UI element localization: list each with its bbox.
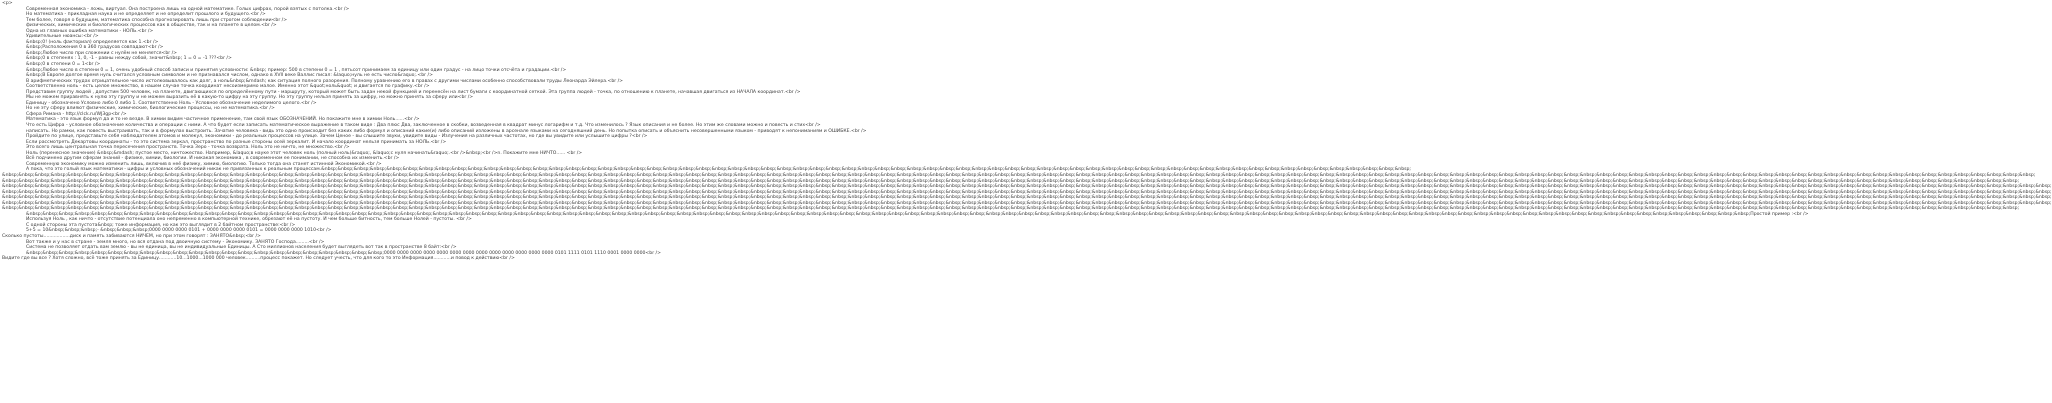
source-line: С одной стороны эта пустота&nbsp; тоже информация, но как это выглядит в 2 байтном пространстве:<br /> xyxy=(26,222,296,228)
source-line: Видите где вы все ? Хотя сложно, всё тоже принять за Единицу............10...1000...1000 000 человек..........процесс покажет. Но следует учесть, что для кого то это Информация............и повод к действию<br /> xyxy=(2,256,515,262)
source-line: А пока, что это голый язык математики - цифры и условных обозначений никак не привязанных к реальным процессам.&nbsp;&nbsp;&nbsp;&nbsp;&nbsp;&nbsp;&nbsp;&nbsp;&nbsp;&nbsp;&nbsp;&nbsp;&nbsp;&nbsp;&nbsp;&nbsp;&nbsp;&nbsp;&nbsp;&nbsp;&nbsp;&nbsp;&nbsp;&nbsp;&nbsp;&nbsp;&nbsp;&nbsp;&nbsp;&nbsp;&nbsp;&nbsp;&nbsp;&nbsp;&nbsp;&nbsp;&nbsp;&nbsp;&nbsp;&nbsp;&nbsp;&nbsp;&nbsp;&nbsp;&nbsp;&nbsp;&nbsp;&nbsp;&nbsp;&nbsp;&nbsp;&nbsp;&nbsp;&nbsp;&nbsp;&nbsp;&nbsp;&nbsp;&nbsp;&nbsp;&nbsp;&nbsp;&nbsp;&nbsp;&nbsp;&nbsp;&nbsp; xyxy=(26,167,1411,173)
source-line: Система не позволяет отдать вам землю - вы не единица, вы не индивидуальные Единицы. А Сто миллионов населения будет выглядеть вот так в пространстве 8 байт:<br /> xyxy=(26,245,457,251)
source-line: &nbsp;&nbsp;&nbsp;&nbsp;&nbsp;&nbsp;&nbsp;&nbsp;&nbsp;&nbsp;&nbsp;&nbsp;&nbsp;&nbsp;&nbsp;&nbsp;&nbsp;&nbsp;&nbsp;&nbsp;&nbsp;&nbsp;&nbsp;&nbsp;&nbsp;&nbsp;&nbsp;&nbsp;&nbsp;&nbsp;&nbsp;&nbsp;&nbsp;&nbsp;&nbsp;&nbsp;&nbsp;&nbsp;&nbsp;&nbsp;&nbsp;&nbsp;&nbsp;&nbsp;&nbsp;&nbsp;&nbsp;&nbsp;&nbsp;&nbsp;&nbsp;&nbsp;&nbsp;&nbsp;&nbsp;&nbsp;&nbsp;&nbsp;&nbsp;&nbsp;&nbsp;&nbsp;&nbsp;&nbsp;&nbsp;&nbsp;&nbsp;&nbsp;&nbsp;&nbsp;&nbsp;&nbsp;&nbsp;&nbsp;&nbsp;&nbsp;&nbsp;&nbsp;&nbsp;&nbsp;&nbsp;&nbsp;&nbsp;&nbsp;&nbsp;&nbsp;&nbsp;&nbsp;&nbsp;&nbsp;&nbsp;&nbsp;&nbsp;&nbsp;&nbsp;&nbsp;&nbsp;&nbsp;&nbsp;&nbsp;&nbsp;&nbsp;&nbsp;&nbsp;&nbsp;&nbsp;&nbsp;&nbsp;&nbsp;&nbsp;&nbsp;&nbsp;&nbsp;&nbsp;&nbsp;&nbsp;&nbsp;&nbsp;&nbsp;&nbsp;&nbsp;&nbsp;&nbsp;&nbsp;&nbsp; xyxy=(2,172,2036,178)
source-line: Мы не можем приравнять к нулю эту группу и не можем выразить её в какую-то цифру на эту группу. Но эту группу нельзя принять за цифру, но можно принять за сферу или<br /> xyxy=(26,95,474,101)
source-line: В арифметических трудах отрицательное число истолковывалось как долг, а ноль&nbsp;&mdash; как ситуация полного разорения. Полному уравнению его в правах с другими числами особенно способствовали труды Леонарда Эйлера.<br /> xyxy=(26,78,624,84)
source-line: Современная экономика - ложь, виртуал. Она построена лишь на одной математике. Голых цифрах, порой взятых с потолка.<br /> xyxy=(26,6,350,12)
source-line: Одна из главных ошибка математики - НОЛЬ.<br /> xyxy=(26,28,154,34)
source-line: Используя Ноль , как ничто - отсутствие потенциала оно непременно в компьютерной технике, обрезают её на пустоту. И чем больше битность, тем больше Нолей - пустоты. <br /> xyxy=(26,217,472,223)
source-line: Удивительные нюансы:<br /> xyxy=(26,34,99,40)
source-line: &nbsp;0! (ноль факториал) определяется как 1.<br /> xyxy=(26,39,159,45)
source-line: &nbsp;&nbsp;&nbsp;&nbsp;&nbsp;&nbsp;&nbsp;&nbsp;&nbsp;&nbsp;&nbsp;&nbsp;&nbsp;&nbsp;&nbsp;&nbsp;&nbsp;&nbsp;&nbsp;&nbsp;&nbsp;&nbsp;0000 0000 0000 0000 0000 0000 0000 0000 0000 0000 0000 0000 0000 0101 1111 0101 1110 0001 0000 0000<br /> xyxy=(26,250,661,256)
source-line: Сфера Римана - http://clck.ru/WJ3gp<br /> xyxy=(26,111,127,117)
source-line: &nbsp;&nbsp;&nbsp;&nbsp;&nbsp;&nbsp;&nbsp;&nbsp;&nbsp;&nbsp;&nbsp;&nbsp;&nbsp;&nbsp;&nbsp;&nbsp;&nbsp;&nbsp;&nbsp;&nbsp;&nbsp;&nbsp;&nbsp;&nbsp;&nbsp;&nbsp;&nbsp;&nbsp;&nbsp;&nbsp;&nbsp;&nbsp;&nbsp;&nbsp;&nbsp;&nbsp;&nbsp;&nbsp;&nbsp;&nbsp;&nbsp;&nbsp;&nbsp;&nbsp;&nbsp;&nbsp;&nbsp;&nbsp;&nbsp;&nbsp;&nbsp;&nbsp;&nbsp;&nbsp;&nbsp;&nbsp;&nbsp;&nbsp;&nbsp;&nbsp;&nbsp;&nbsp;&nbsp;&nbsp;&nbsp;&nbsp;&nbsp;&nbsp;&nbsp;&nbsp;&nbsp;&nbsp;&nbsp;&nbsp;&nbsp;&nbsp;&nbsp;&nbsp;&nbsp;&nbsp;&nbsp;&nbsp;&nbsp;&nbsp;&nbsp;&nbsp;&nbsp;&nbsp;&nbsp;&nbsp;&nbsp;&nbsp;&nbsp;&nbsp;&nbsp;&nbsp;&nbsp;&nbsp;&nbsp;&nbsp;&nbsp;&nbsp;&nbsp;&nbsp;&nbsp;&nbsp;&nbsp;&nbsp;&nbsp;&nbsp;&nbsp;&nbsp;&nbsp;&nbsp;&nbsp;&nbsp;&nbsp;&nbsp;&nbsp;&nbsp;&nbsp;&nbsp;&nbsp;&nbsp; xyxy=(2,206,2020,212)
source-line: &nbsp;&nbsp;&nbsp;&nbsp;&nbsp;&nbsp;&nbsp;&nbsp;&nbsp;&nbsp;&nbsp;&nbsp;&nbsp;&nbsp;&nbsp;&nbsp;&nbsp;&nbsp;&nbsp;&nbsp;&nbsp;&nbsp;&nbsp;&nbsp;&nbsp;&nbsp;&nbsp;&nbsp;&nbsp;&nbsp;&nbsp;&nbsp;&nbsp;&nbsp;&nbsp;&nbsp;&nbsp;&nbsp;&nbsp;&nbsp;&nbsp;&nbsp;&nbsp;&nbsp;&nbsp;&nbsp;&nbsp;&nbsp;&nbsp;&nbsp;&nbsp;&nbsp;&nbsp;&nbsp;&nbsp;&nbsp;&nbsp;&nbsp;&nbsp;&nbsp;&nbsp;&nbsp;&nbsp;&nbsp;&nbsp;&nbsp;&nbsp;&nbsp;&nbsp;&nbsp;&nbsp;&nbsp;&nbsp;&nbsp;&nbsp;&nbsp;&nbsp;&nbsp;&nbsp;&nbsp;&nbsp;&nbsp;&nbsp;&nbsp;&nbsp;&nbsp;&nbsp;&nbsp;&nbsp;&nbsp;&nbsp;&nbsp;&nbsp;&nbsp;&nbsp;&nbsp;&nbsp;&nbsp;&nbsp;&nbsp;&nbsp;&nbsp;&nbsp;&nbsp;&nbsp;&nbsp;Простой пример :<br /> xyxy=(26,211,1809,217)
source-line: Всё подчинено другим сферам знаний - физике, химии, биологии. И никакая экономика , в современном ее понимании, не способна их изменить.<br /> xyxy=(26,156,400,162)
source-line: Тем более, говоря о будущем, математика способна прогнозировать лишь при строгом соблюдении<br /> xyxy=(26,17,288,23)
source-line: &nbsp;&nbsp;&nbsp;&nbsp;&nbsp;&nbsp;&nbsp;&nbsp;&nbsp;&nbsp;&nbsp;&nbsp;&nbsp;&nbsp;&nbsp;&nbsp;&nbsp;&nbsp;&nbsp;&nbsp;&nbsp;&nbsp;&nbsp;&nbsp;&nbsp;&nbsp;&nbsp;&nbsp;&nbsp;&nbsp;&nbsp;&nbsp;&nbsp;&nbsp;&nbsp;&nbsp;&nbsp;&nbsp;&nbsp;&nbsp;&nbsp;&nbsp;&nbsp;&nbsp;&nbsp;&nbsp;&nbsp;&nbsp;&nbsp;&nbsp;&nbsp;&nbsp;&nbsp;&nbsp;&nbsp;&nbsp;&nbsp;&nbsp;&nbsp;&nbsp;&nbsp;&nbsp;&nbsp;&nbsp;&nbsp;&nbsp;&nbsp;&nbsp;&nbsp;&nbsp;&nbsp;&nbsp;&nbsp;&nbsp;&nbsp;&nbsp;&nbsp;&nbsp;&nbsp;&nbsp;&nbsp;&nbsp;&nbsp;&nbsp;&nbsp;&nbsp;&nbsp;&nbsp;&nbsp;&nbsp;&nbsp;&nbsp;&nbsp;&nbsp;&nbsp;&nbsp;&nbsp;&nbsp;&nbsp;&nbsp;&nbsp;&nbsp;&nbsp;&nbsp;&nbsp;&nbsp;&nbsp;&nbsp;&nbsp;&nbsp;&nbsp;&nbsp;&nbsp;&nbsp;&nbsp;&nbsp;&nbsp;&nbsp;&nbsp;&nbsp;&nbsp;&nbsp;&nbsp;&nbsp;&nbsp;&nbsp; xyxy=(2,189,2052,195)
source-line: написать. Но рамки, как повесть выстраивать, так и в формулах выстроить. Зачатие человека - видь это одно происходит без каких либо формул и описаний какие(и) либо описаний изложены в арсенале языками на сегодняшний день. Но попытка описать и объяснить несовершенными языком - приводят к непониманиям и ОШИБКЕ.<br /> xyxy=(26,128,867,134)
source-line: Но математика - прикладная наука и не определяет и не определит прошлого и будущего.<br /> xyxy=(26,12,266,18)
source-line: Сколько пустоты..................диск и память забиваются НИЧЕМ, но при этом говорят : ЗАНЯТО&nbsp;<br /> xyxy=(2,233,261,239)
source-line: Математика - это язык формул да и то не везде. В химии видим частичное применение, там свой язык ОБОЗНАЧЕНИЙ. Но покажите мне в химии Ноль......<br /> xyxy=(26,117,420,123)
source-line: &nbsp;&nbsp;&nbsp;&nbsp;&nbsp;&nbsp;&nbsp;&nbsp;&nbsp;&nbsp;&nbsp;&nbsp;&nbsp;&nbsp;&nbsp;&nbsp;&nbsp;&nbsp;&nbsp;&nbsp;&nbsp;&nbsp;&nbsp;&nbsp;&nbsp;&nbsp;&nbsp;&nbsp;&nbsp;&nbsp;&nbsp;&nbsp;&nbsp;&nbsp;&nbsp;&nbsp;&nbsp;&nbsp;&nbsp;&nbsp;&nbsp;&nbsp;&nbsp;&nbsp;&nbsp;&nbsp;&nbsp;&nbsp;&nbsp;&nbsp;&nbsp;&nbsp;&nbsp;&nbsp;&nbsp;&nbsp;&nbsp;&nbsp;&nbsp;&nbsp;&nbsp;&nbsp;&nbsp;&nbsp;&nbsp;&nbsp;&nbsp;&nbsp;&nbsp;&nbsp;&nbsp;&nbsp;&nbsp;&nbsp;&nbsp;&nbsp;&nbsp;&nbsp;&nbsp;&nbsp;&nbsp;&nbsp;&nbsp;&nbsp;&nbsp;&nbsp;&nbsp;&nbsp;&nbsp;&nbsp;&nbsp;&nbsp;&nbsp;&nbsp;&nbsp;&nbsp;&nbsp;&nbsp;&nbsp;&nbsp;&nbsp;&nbsp;&nbsp;&nbsp;&nbsp;&nbsp;&nbsp;&nbsp;&nbsp;&nbsp;&nbsp;&nbsp;&nbsp;&nbsp;&nbsp;&nbsp;&nbsp;&nbsp;&nbsp;&nbsp;&nbsp;&nbsp;&nbsp;&nbsp;&nbsp;&nbsp; xyxy=(2,200,2052,206)
source-line: Но не эту сферу влияют физические, химические, биологические процессы, но не математика.<br /> xyxy=(26,106,275,112)
source-line: физических, химических и биологических процессов как в обществе, так и на планете в целом.<br /> xyxy=(26,23,277,29)
opening-paragraph-tag: <p> xyxy=(2,1,13,6)
source-line: Это всего лишь центральная точка пересечения пространств. Точка Зеро - точка возврата. Ноль это не ничто, не множество.<br /> xyxy=(26,145,350,151)
source-line: &nbsp;0 в степенях : 1, 0, -1 - равны нежду собой, значит&nbsp; 1 = 0 = -1 ???<br /> xyxy=(26,56,232,62)
source-line: &nbsp;Любое число в степени 0 = 1, очень удобный способ записи и принятия условности: &nbsp; пример: 500 в степени 0 = 1 , пятьсот принимаем за единицу или один градус - на лицо точки отсчёта и градации.<br /> xyxy=(26,67,567,73)
source-line: &nbsp;0 в степени 0 = 1<br /> xyxy=(26,62,101,68)
source-line: Представим группу людей , допустим 500 человек, на планете, двигающихся по определённому пути - маршруту, который может быть задан некой функцией и перенесён на лист бумаги с координатной сеткой. Эта группа людей - точка, по отношению к планете, начавшая двигаться из НАЧАЛА координат.<br /> xyxy=(26,89,801,95)
source-line: &nbsp;В Европе долгое время нуль считался условным символом и не признавался числом, однако в XVII веке Валлис писал: &laquo;нуль не есть число&raquo;.<br /> xyxy=(26,73,433,79)
source-line: Соответственно ноль - есть целое множество, в нашем случае точка координат несоизмеримо малое. Именно этот &quot;ноль&quot; и двигается по графику.<br /> xyxy=(26,84,430,90)
source-line: &nbsp;&nbsp;&nbsp;&nbsp;&nbsp;&nbsp;&nbsp;&nbsp;&nbsp;&nbsp;&nbsp;&nbsp;&nbsp;&nbsp;&nbsp;&nbsp;&nbsp;&nbsp;&nbsp;&nbsp;&nbsp;&nbsp;&nbsp;&nbsp;&nbsp;&nbsp;&nbsp;&nbsp;&nbsp;&nbsp;&nbsp;&nbsp;&nbsp;&nbsp;&nbsp;&nbsp;&nbsp;&nbsp;&nbsp;&nbsp;&nbsp;&nbsp;&nbsp;&nbsp;&nbsp;&nbsp;&nbsp;&nbsp;&nbsp;&nbsp;&nbsp;&nbsp;&nbsp;&nbsp;&nbsp;&nbsp;&nbsp;&nbsp;&nbsp;&nbsp;&nbsp;&nbsp;&nbsp;&nbsp;&nbsp;&nbsp;&nbsp;&nbsp;&nbsp;&nbsp;&nbsp;&nbsp;&nbsp;&nbsp;&nbsp;&nbsp;&nbsp;&nbsp;&nbsp;&nbsp;&nbsp;&nbsp;&nbsp;&nbsp;&nbsp;&nbsp;&nbsp;&nbsp;&nbsp;&nbsp;&nbsp;&nbsp;&nbsp;&nbsp;&nbsp;&nbsp;&nbsp;&nbsp;&nbsp;&nbsp;&nbsp;&nbsp;&nbsp;&nbsp;&nbsp;&nbsp;&nbsp;&nbsp;&nbsp;&nbsp;&nbsp;&nbsp;&nbsp;&nbsp;&nbsp;&nbsp;&nbsp;&nbsp;&nbsp;&nbsp;&nbsp;&nbsp;&nbsp;&nbsp;&nbsp;&nbsp; xyxy=(2,184,2052,190)
source-line: Ноль (перенесное значение) &nbsp;&mdash; пустое место, ничтожество. Например, &laquo;в науке этот человек ноль (полный ноль)&raquo;, &laquo;с нуля начинать&raquo;.<br />&nbsp;<br />n. Покажите мне НИЧТО...... <br /> xyxy=(26,150,583,156)
source-line: &nbsp;Любое число при сложении с нулём не меняется<br /> xyxy=(26,50,178,56)
source-line: 5+5 = 10&nbsp;&nbsp;&nbsp;- &nbsp;&nbsp;&nbsp;0000 0000 0000 0101 + 0000 0000 0000 0101 = 0000 0000 0000 1010<br /> xyxy=(26,228,332,234)
source-line: Если рассмотреть Декартовы координаты - то это система зеркал, пространство по разные стороны осей зеркалит. И начало координат нельзя принимать за НОЛЬ.<br /> xyxy=(26,139,447,145)
source-line: &nbsp;Расположения 0 в 360 градусов совпадают<br /> xyxy=(26,45,164,51)
source-line: Единицу - обозначено Условно либо 0 либо 1. Соответственно Ноль - Условное обозначение неделимого целого.<br /> xyxy=(26,100,317,106)
source-line: &nbsp;&nbsp;&nbsp;&nbsp;&nbsp;&nbsp;&nbsp;&nbsp;&nbsp;&nbsp;&nbsp;&nbsp;&nbsp;&nbsp;&nbsp;&nbsp;&nbsp;&nbsp;&nbsp;&nbsp;&nbsp;&nbsp;&nbsp;&nbsp;&nbsp;&nbsp;&nbsp;&nbsp;&nbsp;&nbsp;&nbsp;&nbsp;&nbsp;&nbsp;&nbsp;&nbsp;&nbsp;&nbsp;&nbsp;&nbsp;&nbsp;&nbsp;&nbsp;&nbsp;&nbsp;&nbsp;&nbsp;&nbsp;&nbsp;&nbsp;&nbsp;&nbsp;&nbsp;&nbsp;&nbsp;&nbsp;&nbsp;&nbsp;&nbsp;&nbsp;&nbsp;&nbsp;&nbsp;&nbsp;&nbsp;&nbsp;&nbsp;&nbsp;&nbsp;&nbsp;&nbsp;&nbsp;&nbsp;&nbsp;&nbsp;&nbsp;&nbsp;&nbsp;&nbsp;&nbsp;&nbsp;&nbsp;&nbsp;&nbsp;&nbsp;&nbsp;&nbsp;&nbsp;&nbsp;&nbsp;&nbsp;&nbsp;&nbsp;&nbsp;&nbsp;&nbsp;&nbsp;&nbsp;&nbsp;&nbsp;&nbsp;&nbsp;&nbsp;&nbsp;&nbsp;&nbsp;&nbsp;&nbsp;&nbsp;&nbsp;&nbsp;&nbsp;&nbsp;&nbsp;&nbsp;&nbsp;&nbsp;&nbsp;&nbsp;&nbsp;&nbsp;&nbsp;&nbsp;&nbsp; xyxy=(2,178,2020,184)
source-line: Пройдите по улице, представьте себя наблюдателем атомов и молекул, экономики - до реальных процессов на улице. Зачем Ценое - вы слышите звуки, увидите виды - Излучения на различных частотах, но где вы увидите или услышите цифры ?<br /> xyxy=(26,134,648,140)
source-line: &nbsp;&nbsp;&nbsp;&nbsp;&nbsp;&nbsp;&nbsp;&nbsp;&nbsp;&nbsp;&nbsp;&nbsp;&nbsp;&nbsp;&nbsp;&nbsp;&nbsp;&nbsp;&nbsp;&nbsp;&nbsp;&nbsp;&nbsp;&nbsp;&nbsp;&nbsp;&nbsp;&nbsp;&nbsp;&nbsp;&nbsp;&nbsp;&nbsp;&nbsp;&nbsp;&nbsp;&nbsp;&nbsp;&nbsp;&nbsp;&nbsp;&nbsp;&nbsp;&nbsp;&nbsp;&nbsp;&nbsp;&nbsp;&nbsp;&nbsp;&nbsp;&nbsp;&nbsp;&nbsp;&nbsp;&nbsp;&nbsp;&nbsp;&nbsp;&nbsp;&nbsp;&nbsp;&nbsp;&nbsp;&nbsp;&nbsp;&nbsp;&nbsp;&nbsp;&nbsp;&nbsp;&nbsp;&nbsp;&nbsp;&nbsp;&nbsp;&nbsp;&nbsp;&nbsp;&nbsp;&nbsp;&nbsp;&nbsp;&nbsp;&nbsp;&nbsp;&nbsp;&nbsp;&nbsp;&nbsp;&nbsp;&nbsp;&nbsp;&nbsp;&nbsp;&nbsp;&nbsp;&nbsp;&nbsp;&nbsp;&nbsp;&nbsp;&nbsp;&nbsp;&nbsp;&nbsp;&nbsp;&nbsp;&nbsp;&nbsp;&nbsp;&nbsp;&nbsp;&nbsp;&nbsp;&nbsp;&nbsp;&nbsp;&nbsp;&nbsp;&nbsp;&nbsp;&nbsp;&nbsp;&nbsp;&nbsp; xyxy=(2,195,2052,201)
source-line: Что есть Цифра - условное обозначение количества и операции с ними. А что будет если записать математическое выражение в таком виде : Два плюс Два, заключенное в скобки, возведенная в квадрат минус логарифм и т.д. Что изменилось ? Язык описания и не более. Но этим же словами можно и повесть и стих<br /> xyxy=(26,123,821,129)
source-line: Современную экономику можно изменить лишь, включив в неё физику, химию, биологию. Только тогда она станет истинной Экономикой.<br /> xyxy=(26,161,382,167)
source-line: Вот также и у нас в стране - земля много, но вся отдана под двоичную систему - Экономику. ЗАНЯТО Господа.........<br /> xyxy=(26,239,325,245)
